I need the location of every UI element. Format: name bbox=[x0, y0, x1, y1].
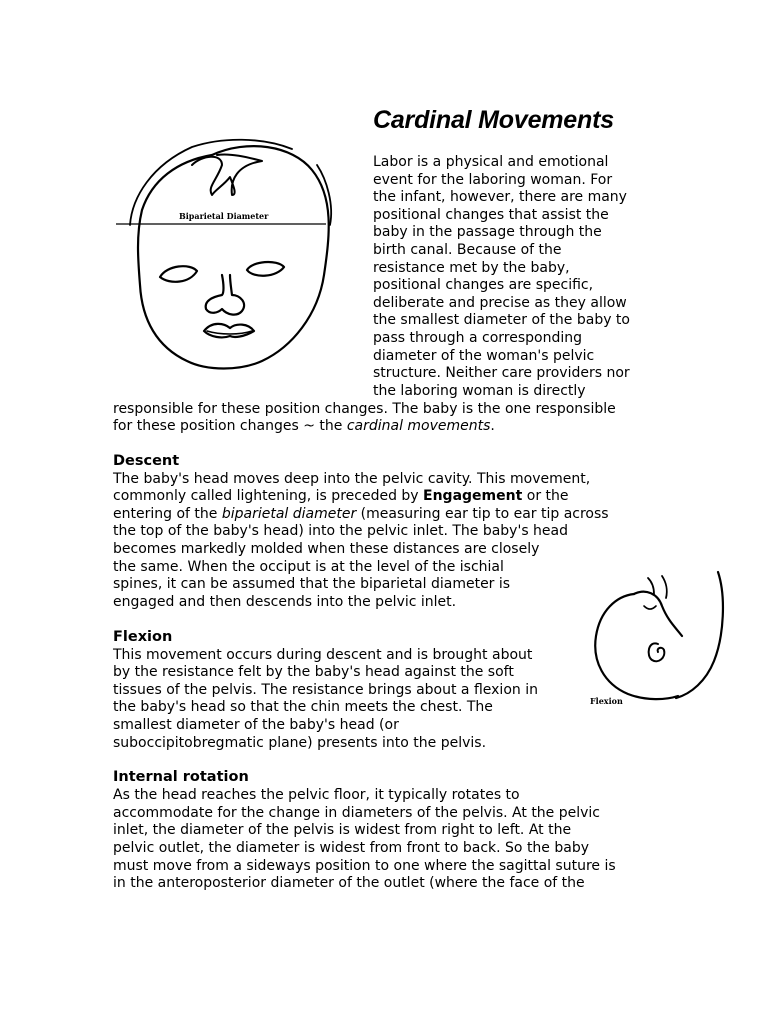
text-line bbox=[113, 488, 569, 506]
text-line: pass through a corresponding bbox=[373, 330, 582, 346]
text-span: . bbox=[490, 418, 495, 434]
text-line: in the anteroposterior diameter of the outlet (where the face of the bbox=[113, 875, 585, 891]
text-line: pelvic outlet, the diameter is widest from front to back. So the baby bbox=[113, 840, 590, 856]
text-line: the infant, however, there are many bbox=[373, 189, 627, 205]
text-line: This movement occurs during descent and is brought about bbox=[113, 647, 533, 663]
internal-rotation-heading: Internal rotation bbox=[113, 769, 249, 785]
flexion-label: Flexion bbox=[590, 696, 623, 706]
text-line: positional changes that assist the bbox=[373, 207, 609, 223]
text-span: (measuring ear tip to ear tip across bbox=[356, 506, 609, 522]
text-span: or the bbox=[522, 488, 569, 504]
text-line: spines, it can be assumed that the biparietal diameter is bbox=[113, 576, 511, 592]
text-line: structure. Neither care providers nor bbox=[373, 365, 630, 381]
text-line: the smallest diameter of the baby to bbox=[373, 312, 630, 328]
text-line: resistance met by the baby, bbox=[373, 260, 570, 276]
biparietal-diameter-label: Biparietal Diameter bbox=[179, 211, 269, 221]
text-line: the baby's head so that the chin meets the chest. The bbox=[113, 699, 493, 715]
text-line: smallest diameter of the baby's head (or bbox=[113, 717, 399, 733]
text-line: suboccipitobregmatic plane) presents into the pelvis. bbox=[113, 735, 487, 751]
text-line: baby in the passage through the bbox=[373, 224, 602, 240]
descent-heading: Descent bbox=[113, 453, 180, 469]
text-line bbox=[113, 418, 495, 436]
page-title: Cardinal Movements bbox=[373, 106, 614, 134]
text-span: commonly called lightening, is preceded by bbox=[113, 488, 424, 504]
text-line: As the head reaches the pelvic floor, it typically rotates to bbox=[113, 787, 520, 803]
baby-head-drawing bbox=[112, 125, 334, 375]
engagement-term: Engagement bbox=[423, 488, 523, 504]
text-line: the top of the baby's head) into the pelvic inlet. The baby's head bbox=[113, 523, 569, 539]
text-line: the same. When the occiput is at the level of the ischial bbox=[113, 559, 504, 575]
text-line: responsible for these position changes. The baby is the one responsible bbox=[113, 401, 616, 417]
text-line: becomes markedly molded when these distances are closely bbox=[113, 541, 540, 557]
text-line: Labor is a physical and emotional bbox=[373, 154, 609, 170]
cardinal-movements-term: cardinal movements bbox=[346, 418, 491, 434]
text-span: entering of the bbox=[113, 506, 222, 522]
text-line: the laboring woman is directly bbox=[373, 383, 586, 399]
text-span: for these position changes ~ the bbox=[113, 418, 347, 434]
text-line: by the resistance felt by the baby's head against the soft bbox=[113, 664, 514, 680]
flexion-figure bbox=[586, 566, 726, 712]
text-line: birth canal. Because of the bbox=[373, 242, 562, 258]
flexed-head-drawing bbox=[586, 566, 726, 712]
text-line: tissues of the pelvis. The resistance brings about a flexion in bbox=[113, 682, 538, 698]
text-line: must move from a sideways position to one where the sagittal suture is bbox=[113, 858, 616, 874]
text-line bbox=[113, 506, 609, 524]
text-line: diameter of the woman's pelvic bbox=[373, 348, 595, 364]
text-line: deliberate and precise as they allow bbox=[373, 295, 627, 311]
text-line: The baby's head moves deep into the pelvic cavity. This movement, bbox=[113, 471, 591, 487]
biparietal-head-figure bbox=[112, 125, 334, 375]
text-line: accommodate for the change in diameters of the pelvis. At the pelvic bbox=[113, 805, 601, 821]
flexion-heading: Flexion bbox=[113, 629, 173, 645]
text-line: event for the laboring woman. For bbox=[373, 172, 613, 188]
text-line: positional changes are specific, bbox=[373, 277, 594, 293]
text-line: engaged and then descends into the pelvic inlet. bbox=[113, 594, 457, 610]
biparietal-diameter-term: biparietal diameter bbox=[221, 506, 357, 522]
text-line: inlet, the diameter of the pelvis is widest from right to left. At the bbox=[113, 822, 572, 838]
